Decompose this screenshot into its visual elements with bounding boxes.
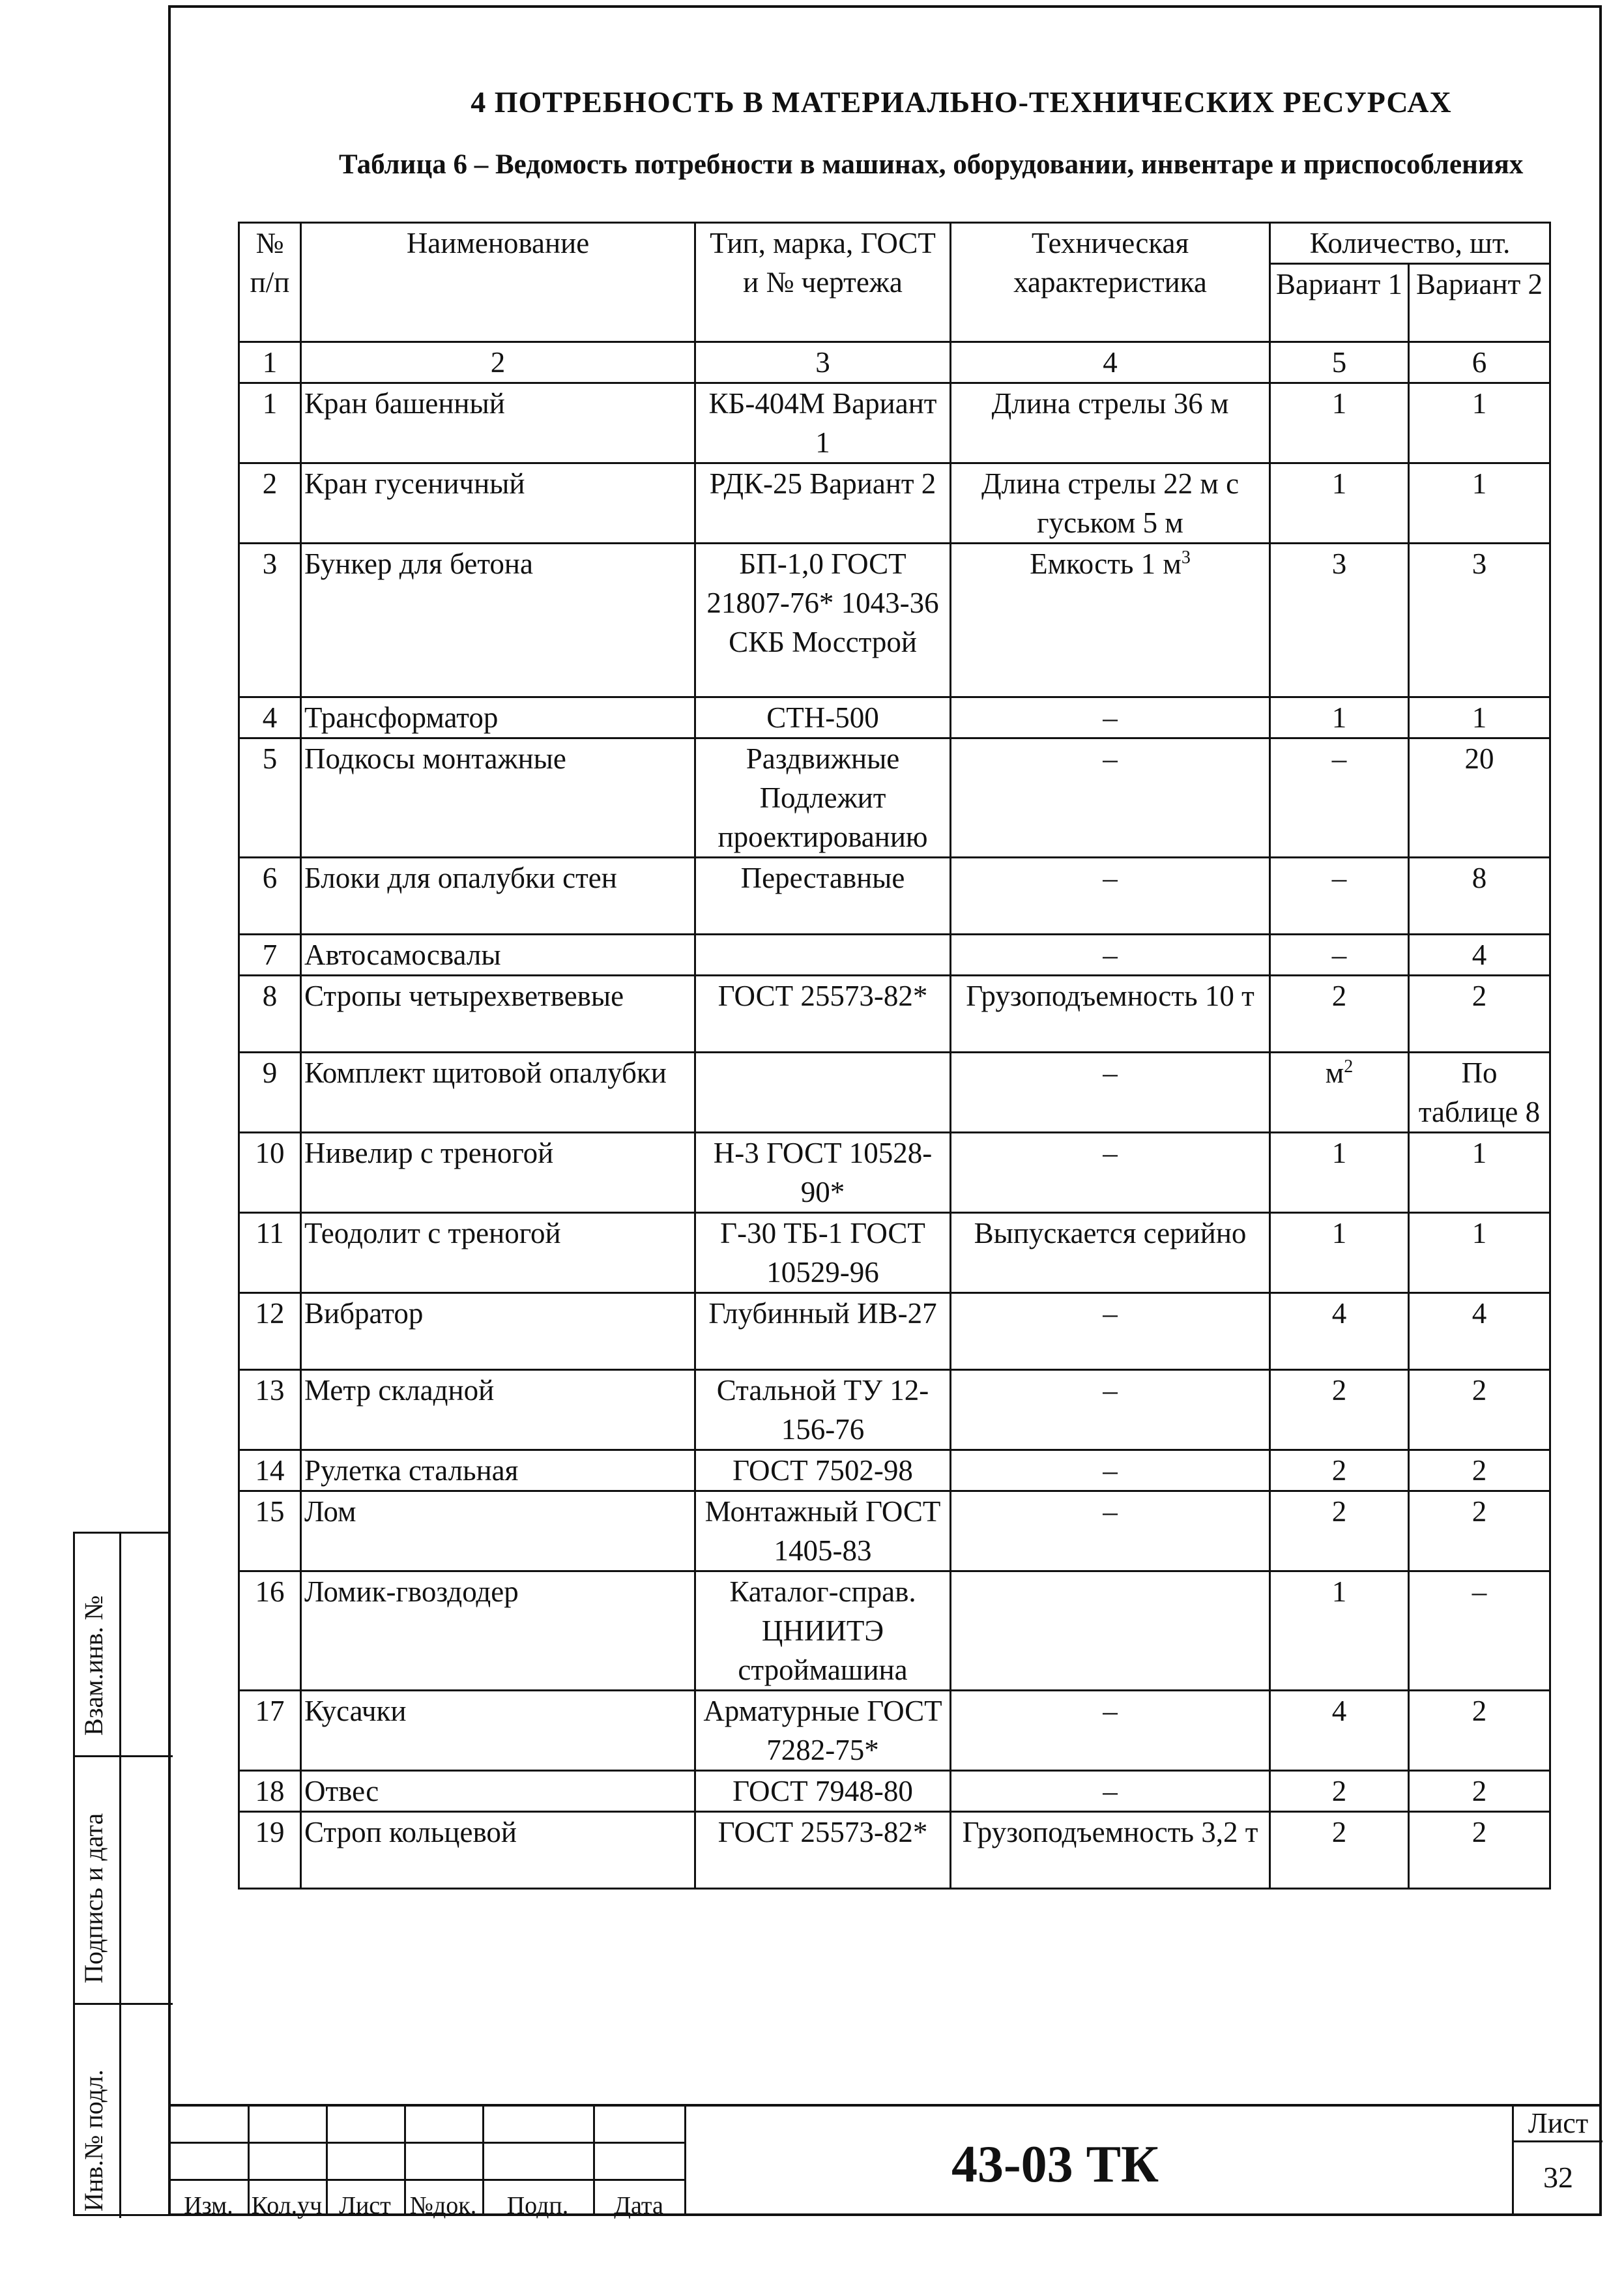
cell-variant-1-text: 2: [1331, 980, 1347, 1012]
cell-tech-text: Грузоподъемность 10 т: [966, 980, 1254, 1012]
cell-num-text: 18: [255, 1775, 285, 1807]
cell-variant-2: [1409, 1450, 1550, 1491]
cell-name-text: Вибратор: [304, 1297, 424, 1330]
header-type: Тип, марка, ГОСТ и № чертежа: [695, 223, 951, 342]
cell-variant-2: [1409, 1571, 1550, 1691]
cell-variant-2-text: 2: [1472, 1695, 1487, 1727]
cell-variant-1: [1270, 1812, 1409, 1889]
cell-variant-1-text: 1: [1331, 701, 1347, 734]
cell-num: [239, 935, 301, 976]
side-label-inv-podl: Инв.№ подл.: [79, 2069, 108, 2211]
cell-tech-text: –: [1103, 1695, 1118, 1727]
cell-num-text: 6: [262, 862, 278, 894]
cell-tech: [951, 383, 1270, 463]
cell-name-text: Комплект щитовой опалубки: [304, 1057, 667, 1089]
cell-variant-1: [1270, 1053, 1409, 1133]
cell-num: [239, 383, 301, 463]
cell-type-text: Г-30 ТБ-1 ГОСТ 10529-96: [720, 1217, 925, 1289]
cell-name: [301, 935, 695, 976]
cell-name-text: Стропы четырехветвевые: [304, 980, 624, 1012]
cell-tech-text: –: [1103, 1775, 1118, 1807]
stamp-label-izm: Изм.: [184, 2192, 233, 2219]
cell-num: [239, 738, 301, 858]
cell-variant-1-text: 1: [1331, 1137, 1347, 1169]
cell-name-text: Строп кольцевой: [304, 1816, 517, 1848]
cell-tech: [951, 738, 1270, 858]
cell-variant-2: [1409, 935, 1550, 976]
cell-name-text: Подкосы монтажные: [304, 742, 566, 775]
cell-tech-text: Длина стрелы 22 м с гуськом 5 м: [981, 467, 1240, 539]
cell-variant-2-text: –: [1472, 1575, 1487, 1608]
cell-type: [695, 1293, 951, 1370]
cell-variant-2-text: 2: [1472, 980, 1487, 1012]
cell-variant-2: [1409, 1293, 1550, 1370]
cell-num-text: 10: [255, 1137, 285, 1169]
sheet-box: [1512, 2104, 1602, 2216]
cell-variant-2-text: 2: [1472, 1374, 1487, 1407]
cell-num: [239, 1812, 301, 1889]
cell-variant-1-text: 1: [1331, 387, 1347, 420]
stamp-label-koluch: Кол.уч: [251, 2192, 323, 2219]
cell-type: [695, 697, 951, 738]
cell-num-text: 3: [262, 547, 278, 580]
cell-name: [301, 1491, 695, 1571]
table-row: [239, 1053, 1550, 1133]
col-number-1: 1: [239, 342, 301, 383]
cell-num-text: 1: [262, 387, 278, 420]
cell-num-text: 7: [262, 939, 278, 971]
cell-num-text: 4: [262, 701, 278, 734]
cell-variant-1-text: 2: [1331, 1775, 1347, 1807]
table-row: [239, 935, 1550, 976]
cell-num: [239, 1691, 301, 1771]
column-number-row: [239, 342, 1550, 383]
cell-tech-text: Выпускается серийно: [974, 1217, 1247, 1249]
cell-variant-1: [1270, 1370, 1409, 1450]
cell-type-text: Глубинный ИВ-27: [708, 1297, 937, 1330]
cell-tech: [951, 1571, 1270, 1691]
cell-type: [695, 1370, 951, 1450]
col-number-2: 2: [301, 342, 695, 383]
cell-num-text: 2: [262, 467, 278, 500]
header-name: Наименование: [301, 223, 695, 342]
table-row: [239, 1450, 1550, 1491]
cell-tech-text: –: [1103, 1137, 1118, 1169]
table-row: [239, 1370, 1550, 1450]
cell-variant-2: [1409, 544, 1550, 697]
cell-type-text: Арматурные ГОСТ 7282-75*: [703, 1695, 942, 1766]
side-stamp: [73, 1532, 171, 2216]
table-row: [239, 544, 1550, 697]
cell-type-text: ГОСТ 7948-80: [732, 1775, 913, 1807]
cell-tech: [951, 1812, 1270, 1889]
cell-type-text: ГОСТ 25573-82*: [718, 980, 928, 1012]
cell-tech-text: –: [1103, 701, 1118, 734]
cell-variant-1: [1270, 858, 1409, 935]
cell-variant-1: [1270, 1133, 1409, 1213]
cell-variant-2: [1409, 1133, 1550, 1213]
cell-num: [239, 1133, 301, 1213]
cell-variant-1-text: 3: [1331, 547, 1347, 580]
cell-variant-1: [1270, 1571, 1409, 1691]
cell-num: [239, 1213, 301, 1293]
cell-name: [301, 1053, 695, 1133]
cell-tech: [951, 544, 1270, 697]
cell-type-text: Переставные: [740, 862, 905, 894]
cell-type: [695, 1691, 951, 1771]
cell-tech: [951, 935, 1270, 976]
table-row: [239, 1213, 1550, 1293]
cell-type-text: Монтажный ГОСТ 1405-83: [704, 1495, 941, 1567]
cell-num: [239, 1491, 301, 1571]
cell-variant-1-text: 4: [1331, 1297, 1347, 1330]
cell-variant-2-text: 3: [1472, 547, 1487, 580]
cell-type: [695, 976, 951, 1053]
cell-name-text: Лом: [304, 1495, 356, 1528]
cell-type: [695, 935, 951, 976]
cell-tech-text: Грузоподъемность 3,2 т: [962, 1816, 1258, 1848]
cell-num: [239, 1293, 301, 1370]
cell-type-text: Стальной ТУ 12-156-76: [716, 1374, 929, 1446]
cell-variant-1-text: 1: [1331, 1217, 1347, 1249]
cell-variant-1-text: 4: [1331, 1695, 1347, 1727]
cell-num-text: 14: [255, 1454, 285, 1487]
cell-tech-text: –: [1103, 862, 1118, 894]
col-number-5: 5: [1270, 342, 1409, 383]
cell-variant-2-text: 1: [1472, 701, 1487, 734]
cell-name-text: Отвес: [304, 1775, 379, 1807]
cell-type-text: Каталог-справ. ЦНИИТЭ строймашина: [729, 1575, 916, 1686]
cell-type: [695, 1053, 951, 1133]
cell-name-text: Метр складной: [304, 1374, 495, 1407]
cell-num-text: 5: [262, 742, 278, 775]
cell-name: [301, 1771, 695, 1812]
cell-variant-2: [1409, 1491, 1550, 1571]
cell-name-text: Рулетка стальная: [304, 1454, 519, 1487]
cell-variant-1: [1270, 544, 1409, 697]
cell-type-text: ГОСТ 7502-98: [732, 1454, 913, 1487]
cell-variant-1-text: 2: [1331, 1454, 1347, 1487]
cell-type: [695, 1213, 951, 1293]
cell-tech: [951, 1491, 1270, 1571]
cell-type: [695, 738, 951, 858]
cell-variant-2-text: 1: [1472, 387, 1487, 420]
cell-variant-2: [1409, 383, 1550, 463]
cell-name-text: Кусачки: [304, 1695, 407, 1727]
cell-variant-1-text: –: [1331, 862, 1347, 894]
col-number-6: 6: [1409, 342, 1550, 383]
cell-variant-1: [1270, 1771, 1409, 1812]
cell-type: [695, 1771, 951, 1812]
header-variant-1: Вариант 1: [1270, 264, 1409, 342]
cell-variant-1-text: 2: [1331, 1816, 1347, 1848]
cell-tech-text: –: [1103, 1057, 1118, 1089]
cell-name-text: Нивелир с треногой: [304, 1137, 554, 1169]
cell-variant-2-text: 1: [1472, 1137, 1487, 1169]
cell-name: [301, 697, 695, 738]
cell-variant-1: [1270, 1293, 1409, 1370]
cell-type-text: Раздвижные Подлежит проектированию: [718, 742, 928, 853]
resources-table: [238, 222, 1551, 1890]
cell-name: [301, 1691, 695, 1771]
cell-variant-1: [1270, 976, 1409, 1053]
cell-tech-text: –: [1103, 1297, 1118, 1330]
cell-name: [301, 1293, 695, 1370]
cell-name-text: Ломик-гвоздодер: [304, 1575, 519, 1608]
cell-num: [239, 463, 301, 544]
table-row: [239, 1691, 1550, 1771]
table-row: [239, 1133, 1550, 1213]
cell-tech-superscript: 3: [1181, 547, 1191, 568]
cell-type-text: КБ-404М Вариант 1: [708, 387, 937, 459]
cell-tech-text: –: [1103, 1495, 1118, 1528]
cell-variant-2-text: 2: [1472, 1775, 1487, 1807]
cell-tech: [951, 858, 1270, 935]
cell-variant-1-text: –: [1331, 939, 1347, 971]
cell-variant-2-text: 8: [1472, 862, 1487, 894]
table-row: [239, 858, 1550, 935]
cell-variant-1: [1270, 1491, 1409, 1571]
table-row: [239, 1571, 1550, 1691]
cell-num: [239, 858, 301, 935]
cell-name: [301, 1450, 695, 1491]
cell-variant-2-text: 2: [1472, 1495, 1487, 1528]
cell-variant-2-text: 20: [1464, 742, 1494, 775]
cell-name: [301, 1213, 695, 1293]
cell-variant-2: [1409, 858, 1550, 935]
cell-variant-2: [1409, 1213, 1550, 1293]
table-row: [239, 1812, 1550, 1889]
cell-type: [695, 1450, 951, 1491]
cell-variant-1: [1270, 697, 1409, 738]
cell-variant-2-text: 1: [1472, 467, 1487, 500]
cell-name-text: Кран гусеничный: [304, 467, 525, 500]
cell-type: [695, 1133, 951, 1213]
table-row: [239, 738, 1550, 858]
table-row: [239, 1491, 1550, 1571]
cell-name: [301, 858, 695, 935]
cell-type-text: ГОСТ 25573-82*: [718, 1816, 928, 1848]
cell-tech: [951, 463, 1270, 544]
cell-variant-2: [1409, 1771, 1550, 1812]
cell-num: [239, 1053, 301, 1133]
cell-tech: [951, 697, 1270, 738]
cell-variant-1-text: 2: [1331, 1495, 1347, 1528]
side-label-zam-inv: Взам.инв. №: [79, 1595, 108, 1736]
cell-name: [301, 1812, 695, 1889]
col-number-3: 3: [695, 342, 951, 383]
table-row: [239, 976, 1550, 1053]
cell-num-text: 16: [255, 1575, 285, 1608]
cell-num: [239, 544, 301, 697]
cell-name-text: Кран башенный: [304, 387, 505, 420]
header-num: № п/п: [239, 223, 301, 342]
cell-num-text: 12: [255, 1297, 285, 1330]
cell-variant-2: [1409, 1691, 1550, 1771]
cell-num: [239, 976, 301, 1053]
cell-tech-text: –: [1103, 1454, 1118, 1487]
cell-variant-2: [1409, 1812, 1550, 1889]
cell-num-text: 17: [255, 1695, 285, 1727]
cell-type-text: РДК-25 Вариант 2: [709, 467, 936, 500]
cell-type: [695, 1571, 951, 1691]
cell-variant-2: [1409, 1053, 1550, 1133]
stamp-label-list: Лист: [339, 2192, 391, 2219]
cell-tech: [951, 1771, 1270, 1812]
cell-variant-2-text: 4: [1472, 1297, 1487, 1330]
side-label-podpis-data: Подпись и дата: [79, 1813, 108, 1983]
cell-type: [695, 1812, 951, 1889]
cell-name: [301, 544, 695, 697]
table-row: [239, 383, 1550, 463]
cell-name: [301, 738, 695, 858]
cell-name-text: Бункер для бетона: [304, 547, 533, 580]
cell-num: [239, 1771, 301, 1812]
cell-type: [695, 858, 951, 935]
cell-variant-2-text: 1: [1472, 1217, 1487, 1249]
cell-variant-2-text: По таблице 8: [1418, 1057, 1541, 1128]
cell-variant-2: [1409, 738, 1550, 858]
sheet-number: 32: [1543, 2161, 1573, 2194]
cell-type-text: БП-1,0 ГОСТ 21807-76* 1043-36 СКБ Мосстрой: [706, 547, 939, 658]
cell-variant-1-text: м: [1325, 1057, 1344, 1089]
cell-type-text: Н-3 ГОСТ 10528-90*: [713, 1137, 933, 1208]
cell-type-text: СТН-500: [766, 701, 879, 734]
header-variant-2: Вариант 2: [1409, 264, 1550, 342]
table-caption: Таблица 6 – Ведомость потребности в машинах, оборудовании, инвентаре и приспособлениях: [339, 149, 1524, 180]
cell-tech: [951, 1293, 1270, 1370]
cell-tech-text: Емкость 1 м: [1030, 547, 1182, 580]
table-row: [239, 1293, 1550, 1370]
cell-tech-text: –: [1103, 1374, 1118, 1407]
table-row: [239, 463, 1550, 544]
cell-variant-1-text: 2: [1331, 1374, 1347, 1407]
cell-name: [301, 1370, 695, 1450]
cell-variant-1: [1270, 935, 1409, 976]
cell-tech: [951, 1370, 1270, 1450]
cell-num-text: 11: [255, 1217, 284, 1249]
cell-variant-1-text: 1: [1331, 467, 1347, 500]
cell-name-text: Трансформатор: [304, 701, 499, 734]
cell-tech-text: –: [1103, 742, 1118, 775]
cell-variant-2-text: 2: [1472, 1816, 1487, 1848]
table-row: [239, 1771, 1550, 1812]
cell-variant-2: [1409, 697, 1550, 738]
cell-variant-2: [1409, 1370, 1550, 1450]
cell-variant-1: [1270, 383, 1409, 463]
cell-num-text: 13: [255, 1374, 285, 1407]
cell-type: [695, 383, 951, 463]
cell-variant-1: [1270, 1213, 1409, 1293]
cell-variant-1: [1270, 1450, 1409, 1491]
cell-variant-1: [1270, 1691, 1409, 1771]
document-number: 43-03 ТК: [951, 2136, 1159, 2193]
cell-name-text: Блоки для опалубки стен: [304, 862, 617, 894]
cell-tech: [951, 1450, 1270, 1491]
cell-type: [695, 544, 951, 697]
cell-num-text: 15: [255, 1495, 285, 1528]
cell-tech: [951, 1133, 1270, 1213]
cell-variant-1-text: –: [1331, 742, 1347, 775]
cell-tech: [951, 1053, 1270, 1133]
cell-name: [301, 976, 695, 1053]
stamp-label-data: Дата: [614, 2192, 663, 2219]
sheet-label: Лист: [1514, 2107, 1602, 2142]
cell-variant-1: [1270, 738, 1409, 858]
title-block: [169, 2104, 1601, 2219]
cell-variant-1-text: 1: [1331, 1575, 1347, 1608]
cell-num-text: 19: [255, 1816, 285, 1848]
cell-tech-text: –: [1103, 939, 1118, 971]
cell-name-text: Теодолит с треногой: [304, 1217, 561, 1249]
cell-num: [239, 697, 301, 738]
cell-tech: [951, 976, 1270, 1053]
stamp-label-ndok: №док.: [409, 2192, 477, 2219]
cell-name: [301, 1133, 695, 1213]
header-qty: Количество, шт.: [1270, 223, 1550, 264]
cell-name-text: Автосамосвалы: [304, 939, 501, 971]
cell-variant-2: [1409, 463, 1550, 544]
cell-tech: [951, 1213, 1270, 1293]
cell-num: [239, 1450, 301, 1491]
cell-variant-2: [1409, 976, 1550, 1053]
cell-num: [239, 1370, 301, 1450]
cell-type: [695, 463, 951, 544]
col-number-4: 4: [951, 342, 1270, 383]
cell-name: [301, 1571, 695, 1691]
section-heading: 4 ПОТРЕБНОСТЬ В МАТЕРИАЛЬНО-ТЕХНИЧЕСКИХ РЕСУРСАХ: [471, 85, 1452, 119]
cell-type: [695, 1491, 951, 1571]
cell-num: [239, 1571, 301, 1691]
cell-variant-1: [1270, 463, 1409, 544]
cell-variant-1-superscript: 2: [1344, 1057, 1354, 1077]
header-tech: Техническая характеристика: [951, 223, 1270, 342]
stamp-label-podp: Подп.: [506, 2192, 569, 2219]
table-row: [239, 697, 1550, 738]
cell-variant-2-text: 4: [1472, 939, 1487, 971]
cell-variant-2-text: 2: [1472, 1454, 1487, 1487]
cell-name: [301, 463, 695, 544]
cell-name: [301, 383, 695, 463]
cell-num-text: 9: [262, 1057, 278, 1089]
cell-tech: [951, 1691, 1270, 1771]
cell-tech-text: Длина стрелы 36 м: [991, 387, 1229, 420]
cell-num-text: 8: [262, 980, 278, 1012]
